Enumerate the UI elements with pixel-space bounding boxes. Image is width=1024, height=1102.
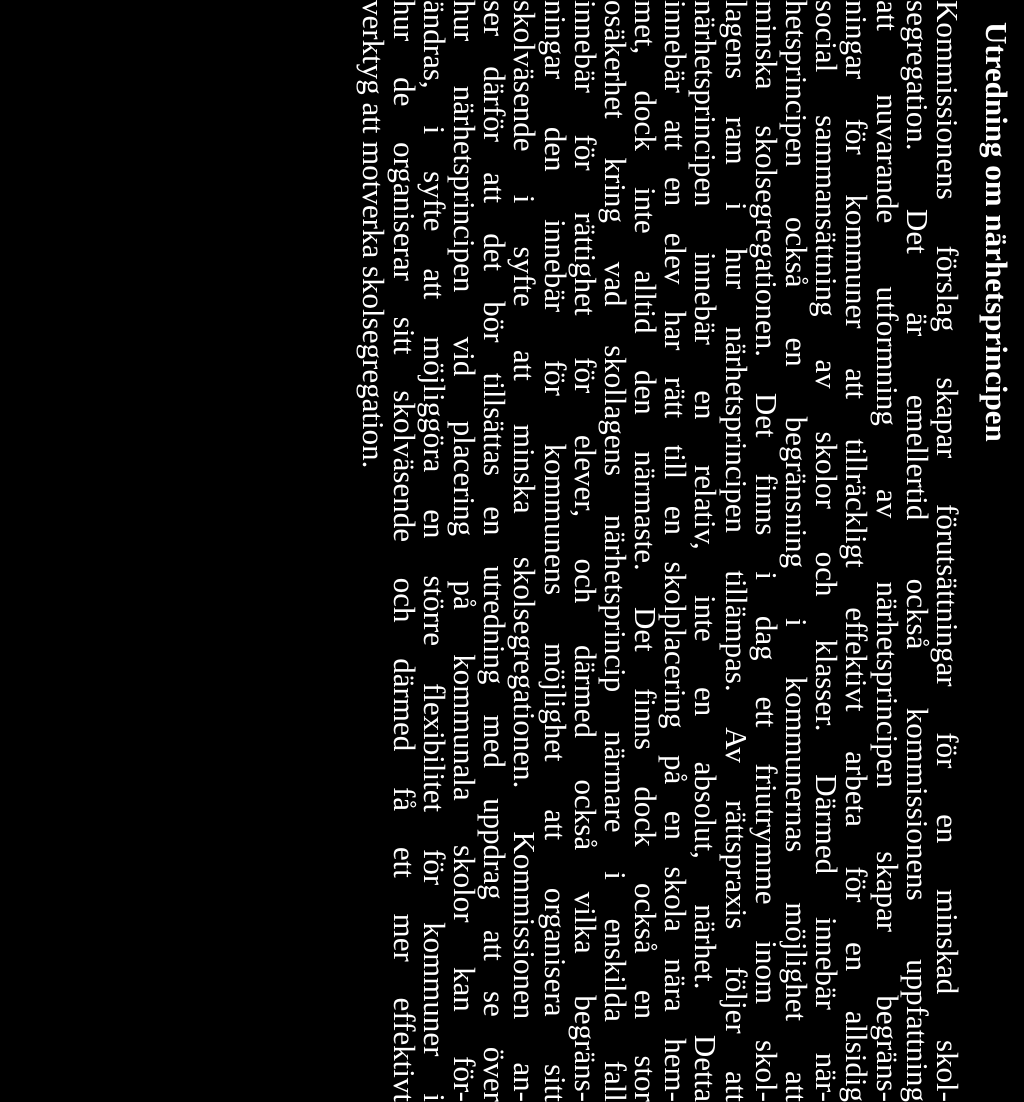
text-line: minska skolsegregationen. Det finns i dag ett friutrymme inom skol- [748,0,784,1102]
text-line: ningar den innebär för kommunens möjlighet att organisera sitt [537,0,573,1102]
text-line: hur närhetsprincipen vid placering på kommunala skolor kan för- [447,0,482,1102]
body-paragraph [356,0,965,1102]
text-line: osäkerhet kring vad skollagens närhetsprincip närmare i enskilda fall [597,0,633,1102]
text-line: ändras, i syfte att möjliggöra en större flexibilitet för kommuner i [416,0,452,1102]
text-line: verktyg att motverka skolsegregation. [356,0,392,469]
text-line: hur de organiserar sitt skolväsende och därmed få ett mer effektivt [386,0,422,1102]
text-line: hetsprincipen också en begränsning i kommunernas möjlighet att [779,0,815,1102]
text-line: att nuvarande utformning av närhetsprincipen skapar begräns- [869,0,905,1102]
text-line: skolväsende i syfte att minska skolsegregationen. Kommissionen an- [507,0,543,1102]
text-line: närhetsprincipen innebär en relativ, inte en absolut, närhet. Detta [688,0,724,1102]
text-line: ningar för kommuner att tillräckligt effektivt arbeta för en allsidig [839,0,875,1102]
text-line: ser därför att det bör tillsättas en utredning med uppdrag att se över [477,0,513,1102]
text-line: innebär för rättighet för elever, och därmed också vilka begräns- [567,0,603,1102]
text-line: lagens ram i hur närhetsprincipen tillämpas. Av rättspraxis följer att [718,0,754,1102]
text-line: social sammansättning av skolor och klasser. Därmed innebär när- [809,0,845,1102]
section-heading: Utredning om närhetsprincipen [979,22,1014,442]
text-line: Kommissionens förslag skapar förutsättningar för en minskad skol- [930,0,965,1102]
text-line: met, dock inte alltid den närmaste. Det finns dock också en stor [628,0,664,1102]
text-line: segregation. Det är emellertid också kommissionens uppfattning [899,0,935,1102]
text-line: innebär att en elev har rätt till en skolplacering på en skola nära hem- [658,0,694,1102]
